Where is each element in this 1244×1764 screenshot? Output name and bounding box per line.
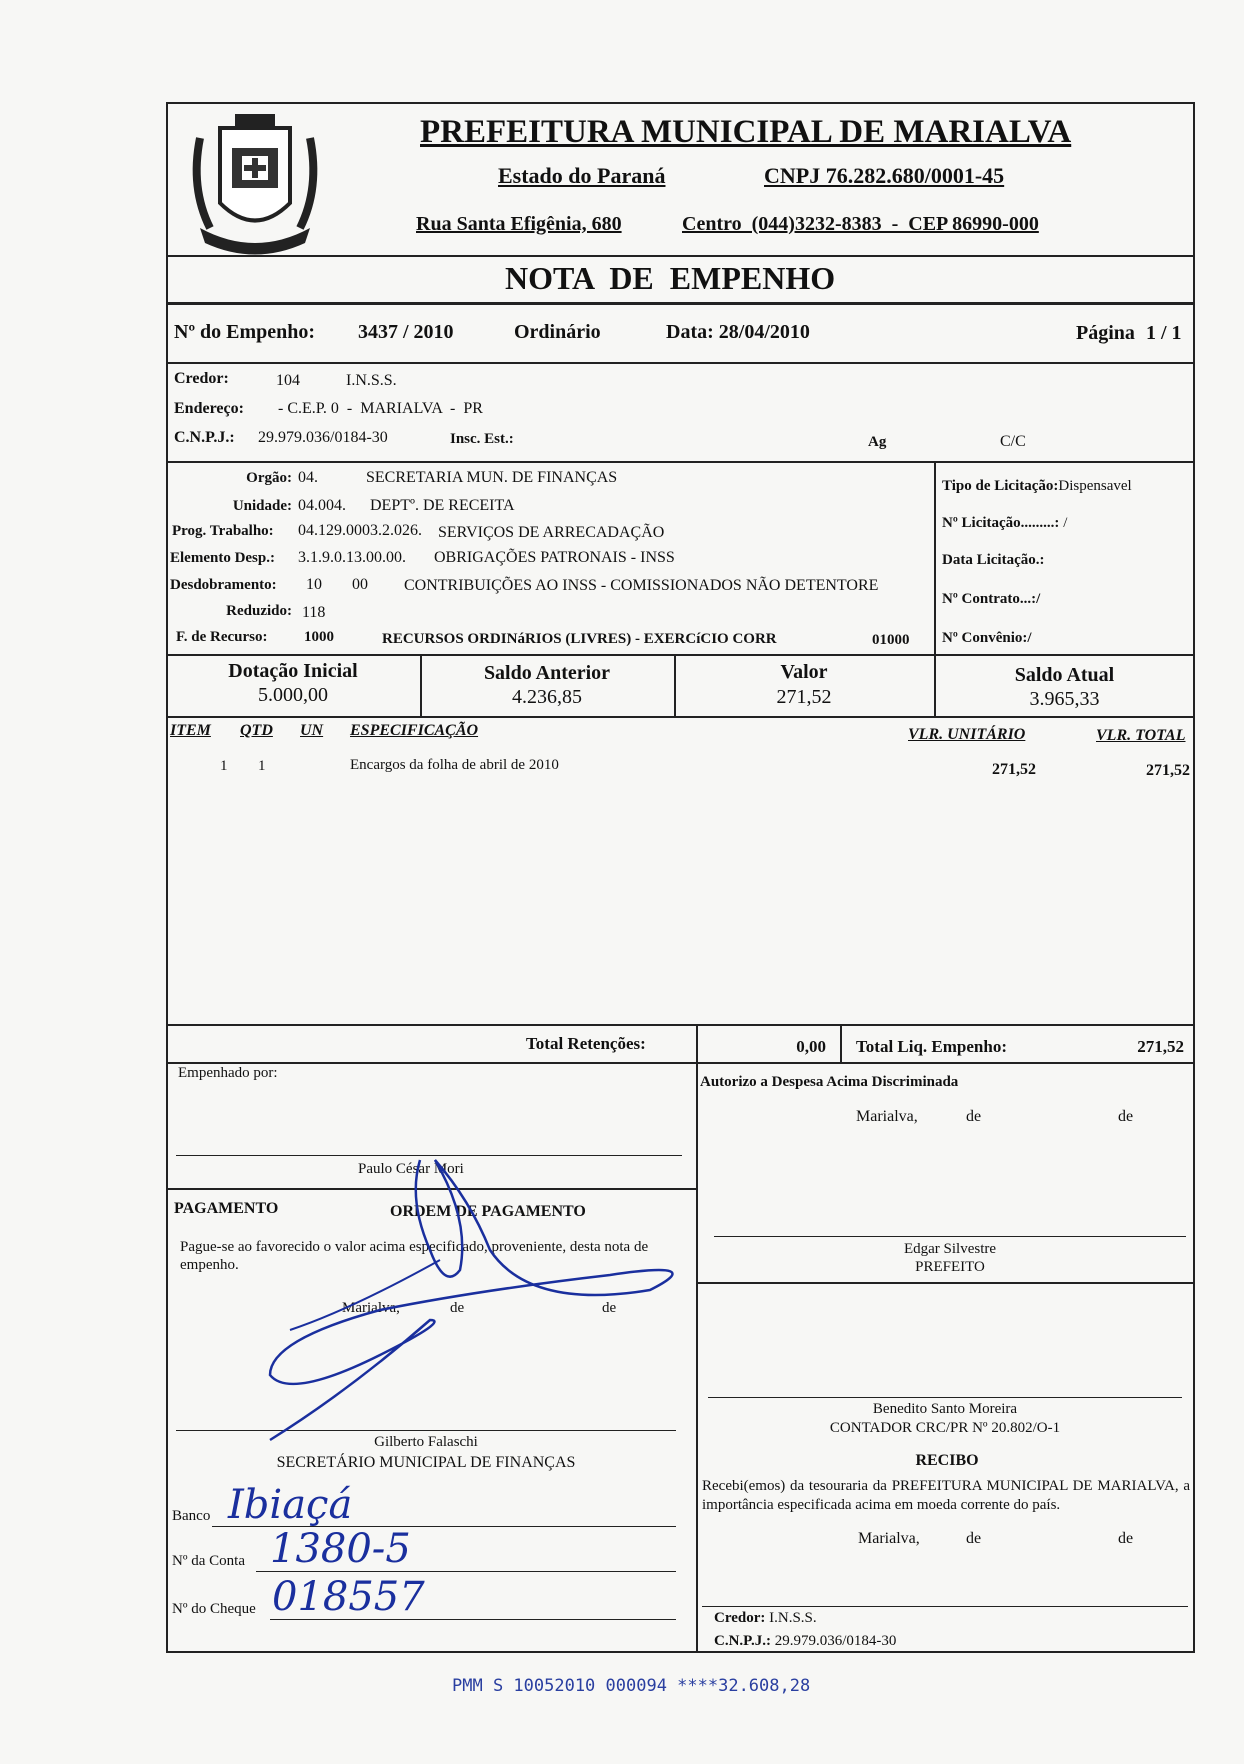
secretario-name: Gilberto Falaschi xyxy=(374,1434,478,1450)
pagamento-text: Pague-se ao favorecido o valor acima especificado, proveniente, desta nota de empenho. xyxy=(180,1239,649,1273)
credor-cnpj: 29.979.036/0184-30 xyxy=(258,429,388,446)
unidade-name: DEPTº. DE RECEITA xyxy=(370,497,515,514)
autorizo-de-2: de xyxy=(1118,1108,1134,1125)
divider xyxy=(166,362,1195,364)
liq-label: Total Liq. Empenho: xyxy=(856,1037,1007,1056)
recurso-suffix: 01000 xyxy=(872,632,910,648)
empenhado-label: Empenhado por: xyxy=(178,1065,278,1081)
recibo-de-2: de xyxy=(1118,1530,1134,1547)
divider xyxy=(166,654,1195,656)
recibo-text: Recebi(emos) da tesouraria da PREFEITURA MUNICIPAL DE MARIALVA, a importância especificada acima em moeda corrente do país. xyxy=(702,1478,1190,1513)
valor-value: 271,52 xyxy=(776,686,832,708)
autorizo-text: Autorizo a Despesa Acima Discriminada xyxy=(700,1074,959,1090)
divider xyxy=(840,1024,842,1062)
divider xyxy=(166,1062,1195,1064)
divider xyxy=(166,255,1195,257)
licitacao-number xyxy=(942,515,1067,532)
recurso-name: RECURSOS ORDINáRIOS (LIVRES) - EXERCíCIO CORR xyxy=(382,631,777,647)
reduzido-value: 118 xyxy=(302,604,326,621)
signature-line xyxy=(702,1606,1188,1607)
retencoes-label: Total Retenções: xyxy=(526,1034,646,1053)
autorizo-de-1: de xyxy=(966,1108,982,1125)
signature-line xyxy=(708,1397,1182,1398)
divider xyxy=(166,1024,1195,1026)
item-qtd: 1 xyxy=(258,758,266,774)
divider xyxy=(166,302,1195,305)
item-spec: Encargos da folha de abril de 2010 xyxy=(350,757,559,773)
conta-label: Nº da Conta xyxy=(172,1553,245,1569)
empenho-number: 3437 / 2010 xyxy=(358,321,454,343)
credor-name: I.N.S.S. xyxy=(346,372,397,389)
liq-value: 271,52 xyxy=(1137,1037,1184,1056)
empenho-date: Data: 28/04/2010 xyxy=(666,321,810,343)
account-label: C/C xyxy=(1000,433,1026,450)
pagamento-place: Marialva, xyxy=(342,1300,400,1316)
signature-line xyxy=(714,1236,1186,1237)
licitacao-number-label: Nº Licitação.........: xyxy=(942,515,1060,531)
divider xyxy=(166,716,1195,718)
secretario-title: SECRETÁRIO MUNICIPAL DE FINANÇAS xyxy=(276,1454,576,1471)
credor-label: Credor: xyxy=(174,370,229,387)
conta-handwritten: 1380-5 xyxy=(270,1526,411,1572)
unidade-label: Unidade: xyxy=(232,498,292,514)
recurso-code: 1000 xyxy=(304,629,334,645)
desdobramento-name: CONTRIBUIÇÕES AO INSS - COMISSIONADOS NÃO DETENTORE xyxy=(404,577,879,594)
licitacao-type xyxy=(942,478,1132,495)
banco-label: Banco xyxy=(172,1508,211,1524)
address-label: Endereço: xyxy=(174,400,244,417)
divider xyxy=(696,1282,1195,1284)
recurso-label: F. de Recurso: xyxy=(176,629,268,645)
pagamento-label: PAGAMENTO xyxy=(174,1200,279,1217)
saldo-atual-value: 3.965,33 xyxy=(1029,688,1100,710)
cheque-label: Nº do Cheque xyxy=(172,1601,256,1617)
recibo-cnpj-value: 29.979.036/0184-30 xyxy=(774,1633,897,1649)
licitacao-type-value: Dispensavel xyxy=(1058,478,1132,494)
licitacao-number-value: / xyxy=(1059,515,1068,531)
empenho-type: Ordinário xyxy=(514,321,601,343)
dotacao-label: Dotação Inicial xyxy=(228,660,358,682)
convenio-label: Nº Convênio:/ xyxy=(942,630,1032,646)
col-un: UN xyxy=(300,722,324,739)
col-unit-value: VLR. UNITÁRIO xyxy=(908,726,1026,743)
orgao-code: 04. xyxy=(298,469,318,486)
processing-stamp: PMM S 10052010 000094 ****32.608,28 xyxy=(452,1676,811,1696)
recibo-credor-value: I.N.S.S. xyxy=(769,1610,817,1626)
autorizo-place: Marialva, xyxy=(856,1108,918,1125)
prog-code: 04.129.0003.2.026. xyxy=(298,522,422,539)
recibo-de-1: de xyxy=(966,1530,982,1547)
recibo-place: Marialva, xyxy=(858,1530,920,1547)
banco-handwritten: Ibiaçá xyxy=(228,1482,353,1528)
desdobramento-label: Desdobramento: xyxy=(170,577,277,593)
recibo-label: RECIBO xyxy=(915,1452,979,1469)
prog-label: Prog. Trabalho: xyxy=(172,523,274,539)
handwritten-signature xyxy=(230,1140,710,1480)
coat-of-arms-emblem xyxy=(180,108,330,258)
address-contact: Centro (044)3232-8383 - CEP 86990-000 xyxy=(682,213,1039,235)
divider xyxy=(934,461,936,655)
divider xyxy=(166,461,1195,463)
valor-label: Valor xyxy=(780,661,828,683)
col-total-value: VLR. TOTAL xyxy=(1096,727,1186,744)
item-unit-value: 271,52 xyxy=(992,761,1036,778)
orgao-label: Orgão: xyxy=(246,470,292,486)
contrato-label: Nº Contrato...:/ xyxy=(942,591,1041,607)
divider xyxy=(696,1024,698,1062)
cheque-handwritten: 018557 xyxy=(272,1574,425,1620)
recibo-cnpj xyxy=(714,1633,896,1650)
contador-title: CONTADOR CRC/PR Nº 20.802/O-1 xyxy=(829,1420,1061,1436)
item-number: 1 xyxy=(220,758,228,774)
dotacao-value: 5.000,00 xyxy=(258,684,328,706)
col-item: ITEM xyxy=(170,722,211,739)
retencoes-value: 0,00 xyxy=(796,1037,826,1056)
credor-code: 104 xyxy=(276,372,300,389)
page-title: PREFEITURA MUNICIPAL DE MARIALVA xyxy=(420,114,1072,150)
prefeito-title: PREFEITO xyxy=(915,1259,985,1275)
saldo-anterior-label: Saldo Anterior xyxy=(483,662,611,684)
saldo-atual-label: Saldo Atual xyxy=(1014,664,1115,686)
insc-est-label: Insc. Est.: xyxy=(450,431,514,447)
saldo-anterior-value: 4.236,85 xyxy=(512,686,582,708)
desdobramento-a: 10 xyxy=(306,576,322,593)
elemento-label: Elemento Desp.: xyxy=(170,550,275,566)
elemento-code: 3.1.9.0.13.00.00. xyxy=(298,549,406,566)
recibo-credor-label: Credor: xyxy=(714,1610,766,1626)
street-address: Rua Santa Efigênia, 680 xyxy=(416,213,622,235)
credor-address: - C.E.P. 0 - MARIALVA - PR xyxy=(278,400,483,417)
empenhado-name: Paulo César Mori xyxy=(358,1161,464,1177)
reduzido-label: Reduzido: xyxy=(226,603,292,619)
orgao-name: SECRETARIA MUN. DE FINANÇAS xyxy=(366,469,618,486)
agency-label: Ag xyxy=(868,434,887,450)
state-name: Estado do Paraná xyxy=(498,163,666,188)
col-spec: ESPECIFICAÇÃO xyxy=(350,722,479,739)
ordem-pagamento: ORDEM DE PAGAMENTO xyxy=(390,1203,586,1220)
page-label: Página xyxy=(1076,322,1135,344)
empenho-number-label: Nº do Empenho: xyxy=(174,321,316,343)
cnpj-label: C.N.P.J.: xyxy=(174,429,235,446)
pagamento-de-1: de xyxy=(450,1300,465,1316)
pagamento-de-2: de xyxy=(602,1300,617,1316)
desdobramento-b: 00 xyxy=(352,576,368,593)
recibo-cnpj-label: C.N.P.J.: xyxy=(714,1633,771,1649)
item-total-value: 271,52 xyxy=(1146,762,1190,779)
page-number: 1 / 1 xyxy=(1146,322,1182,344)
licitacao-type-label: Tipo de Licitação: xyxy=(942,478,1059,494)
unidade-code: 04.004. xyxy=(298,497,346,514)
cnpj-header: CNPJ 76.282.680/0001-45 xyxy=(764,163,1005,188)
document-title: NOTA DE EMPENHO xyxy=(505,260,836,296)
prefeito-name: Edgar Silvestre xyxy=(903,1241,997,1257)
col-qtd: QTD xyxy=(240,722,273,739)
licitacao-date-label: Data Licitação.: xyxy=(942,552,1045,568)
prog-name: SERVIÇOS DE ARRECADAÇÃO xyxy=(438,524,665,541)
elemento-name: OBRIGAÇÕES PATRONAIS - INSS xyxy=(434,549,675,566)
recibo-credor xyxy=(714,1610,817,1627)
contador-name: Benedito Santo Moreira xyxy=(872,1401,1018,1417)
